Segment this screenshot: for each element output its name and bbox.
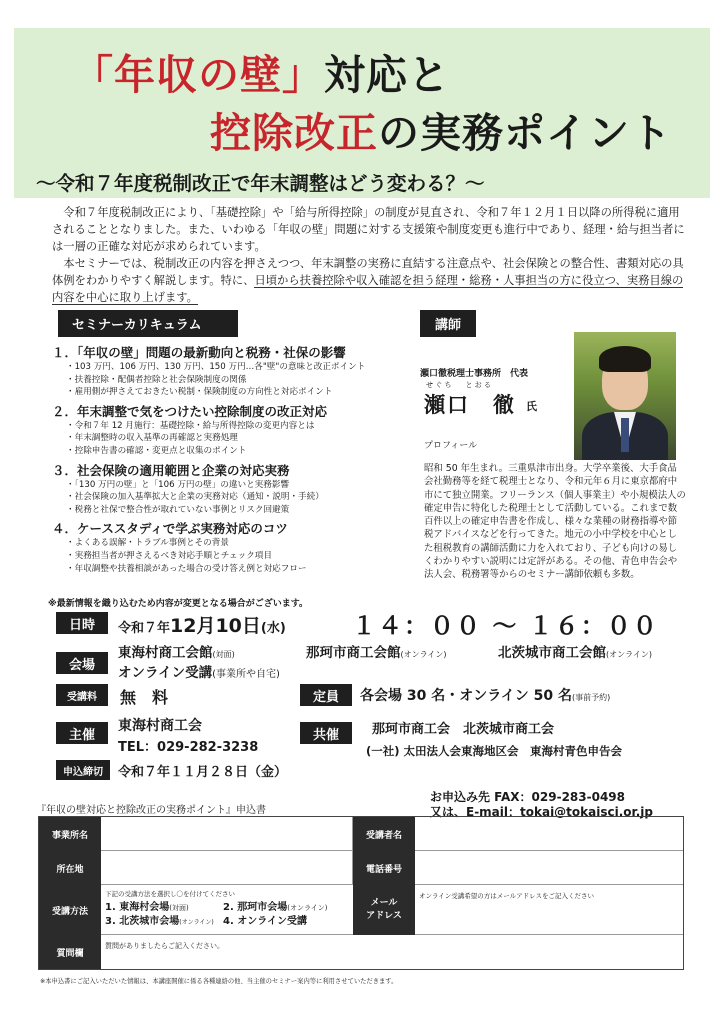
host-label: 主催 [56, 722, 108, 744]
host-value: 東海村商工会 [118, 718, 202, 734]
form-questions-label: 質問欄 [39, 935, 101, 969]
date-label: 日時 [56, 612, 108, 634]
contact-email: 又は、E-mail：tokai@tokaisci.or.jp [430, 805, 653, 819]
method-option-3[interactable]: 3. 北茨城市会場(オンライン) [105, 916, 214, 927]
curriculum-item: ・扶養控除・配偶者控除と社会保険制度の関係 [66, 374, 247, 385]
change-note: ※最新情報を織り込むため内容が変更となる場合がございます。 [48, 599, 309, 609]
venue-1: 東海村商工会館(対面) [118, 645, 235, 661]
title-line1: 「年収の壁」対応と [72, 51, 450, 99]
curriculum-heading: ４．ケーススタディで学ぶ実務対応のコツ [52, 521, 288, 537]
email-hint: オンライン受講希望の方はメールアドレスをご記入ください [419, 892, 594, 900]
capacity-label: 定員 [300, 684, 352, 706]
lecturer-ruby: せ ぐ ち と お る [426, 381, 491, 389]
venue-label: 会場 [56, 652, 108, 674]
header-banner [14, 28, 710, 198]
form-method-label: 受講方法 [39, 885, 101, 935]
curriculum-item: ・103 万円、106 万円、130 万円、150 万円…各"壁"の意味と改正ポイント [66, 362, 366, 372]
title-line2: 控除改正の実務ポイント [210, 109, 672, 157]
form-company-label: 事業所名 [39, 817, 101, 851]
venue-4: オンライン受講(事業所や自宅) [118, 665, 280, 681]
curriculum-heading: １．「年収の壁」問題の最新動向と税務・社保の影響 [52, 345, 346, 360]
phone-field[interactable] [415, 851, 683, 885]
address-field[interactable] [101, 851, 353, 885]
curriculum-list [52, 344, 392, 579]
curriculum-label: セミナーカリキュラム [58, 310, 238, 337]
curriculum-item: ・控除申告書の確認・変更点と収集のポイント [66, 445, 247, 456]
attendee-field[interactable] [415, 817, 683, 851]
profile-label: プロフィール [424, 441, 478, 451]
lecturer-profile: 昭和 50 年生まれ。三重県津市出身。大学卒業後、大手食品会社勤務等を経て税理士となり、令和元年６月に東京都府中市にて独立開業。フリーランス（個人事業主）や小規模法人の確定申告に特化した税理士として活動している。これまで数百件以上の確定申告書を作成し、様々な業種の財務指導や節税アドバイスなどを行ってきた。地元の小中学校を中心とした租税教育の講師活動に力を入れており、子ども向けの易しくわかりやすい説明には定評がある。その他、青色申告会や法人会、税務署等からのセミナー講師依頼も多数。 [424, 463, 686, 581]
curriculum-heading: ２．年末調整で気をつけたい控除制度の改正対応 [52, 403, 328, 419]
method-option-2[interactable]: 2. 那珂市会場(オンライン) [223, 902, 328, 913]
fee-label: 受講料 [56, 684, 108, 706]
email-field[interactable] [415, 901, 683, 935]
curriculum-item: ・年末調整時の収入基準の再確認と実務処理 [66, 433, 238, 444]
privacy-footnote: ※本申込書にご記入いただいた情報は、本講座開催に係る各種連絡の他、当主催のセミナー案内等に利用させていただきます。 [40, 978, 398, 985]
curriculum-item: ・「130 万円の壁」と「106 万円の壁」の違いと実務影響 [66, 479, 290, 490]
deadline-label: 申込締切 [56, 760, 110, 780]
date-value: 令和７年12月10日(水) [118, 615, 286, 637]
time-value: １４：００ 〜 １６：００ [352, 612, 659, 640]
curriculum-section [52, 462, 392, 517]
method-hint: 下記の受講方法を選択し〇を付けてください [105, 890, 235, 898]
lecturer-org: 瀬口徹税理士事務所 代表 [420, 369, 529, 379]
lecturer-honorific: 氏 [526, 400, 537, 413]
intro-text [52, 204, 688, 306]
contact-fax: お申込み先 FAX：029-283-0498 [430, 790, 625, 804]
curriculum-item: ・よくある誤解・トラブル事例とその背景 [66, 538, 229, 549]
deadline-value: 令和７年１１月２８日（金） [118, 765, 288, 780]
form-address-label: 所在地 [39, 851, 101, 885]
curriculum-item: ・令和７年 12 月施行：基礎控除・給与所得控除の変更内容とは [66, 420, 315, 431]
questions-hint: 質問がありましたらご記入ください。 [105, 942, 224, 950]
subtitle: 〜令和７年度税制改正で年末調整はどう変わる？〜 [36, 172, 485, 195]
questions-field[interactable] [101, 949, 683, 969]
curriculum-item: ・実務担当者が押さえるべき対応手順とチェック項目 [66, 550, 272, 561]
intro-paragraph-2: 本セミナーでは、税制改正の内容を押さえつつ、年末調整の実務に直結する注意点や、社会保険との整合性、書類対応の具体例をわかりやすく解説します。特に、日頃から扶養控除や収入確認を担う経理・総務・人事担当の方に役立つ、実務目線の内容を中心に取り上げます。 [52, 257, 684, 304]
company-field[interactable] [101, 817, 353, 851]
curriculum-section [52, 403, 392, 458]
curriculum-heading: ３．社会保険の適用範囲と企業の対応実務 [52, 462, 290, 478]
form-attendee-label: 受講者名 [353, 817, 415, 851]
curriculum-item: ・社会保険の加入基準拡大と企業の実務対応（通知・説明・手続） [66, 492, 324, 503]
form-email-label: メール アドレス [353, 885, 415, 935]
curriculum-item: ・年収調整や扶養相談があった場合の受け答え例と対応フロー [66, 563, 307, 574]
application-form [38, 816, 684, 970]
curriculum-item: ・雇用側が押さえておきたい税制・保険制度の方向性と対応ポイント [66, 387, 333, 398]
lecturer-name: 瀬口 徹 [424, 393, 516, 417]
method-option-1[interactable]: 1. 東海村会場(対面) [105, 902, 189, 913]
curriculum-item: ・税務と社保で整合性が取れていない事例とリスク回避策 [66, 504, 290, 515]
cohost-1: 那珂市商工会 北茨城市商工会 [372, 722, 555, 737]
form-phone-label: 電話番号 [353, 851, 415, 885]
cohost-2: (一社) 太田法人会東海地区会 東海村青色申告会 [366, 744, 623, 758]
curriculum-section [52, 344, 392, 399]
capacity-value: 各会場 30 名・オンライン 50 名(事前予約) [360, 688, 611, 704]
lecturer-label: 講師 [420, 310, 476, 337]
venue-3: 北茨城市商工会館(オンライン) [498, 645, 653, 661]
host-tel: TEL：029-282-3238 [118, 740, 259, 755]
form-title: 『年収の壁対応と控除改正の実務ポイント』申込書 [36, 805, 266, 816]
curriculum-section [52, 520, 392, 575]
cohost-label: 共催 [300, 722, 352, 744]
method-options [105, 901, 328, 930]
venue-2: 那珂市商工会館(オンライン) [306, 645, 447, 661]
intro-paragraph-1: 令和７年度税制改正により、「基礎控除」や「給与所得控除」の制度が見直され、令和７年１２月１日以降の所得税に適用されることとなりました。また、いわゆる「年収の壁」問題に対する支援策や制度変更も進行中であり、経理・給与担当者には一層の正確な対応が求められています。 [52, 206, 685, 253]
method-option-4[interactable]: 4. オンライン受講 [223, 916, 307, 927]
fee-value: 無 料 [120, 688, 169, 707]
lecturer-photo [574, 332, 676, 460]
